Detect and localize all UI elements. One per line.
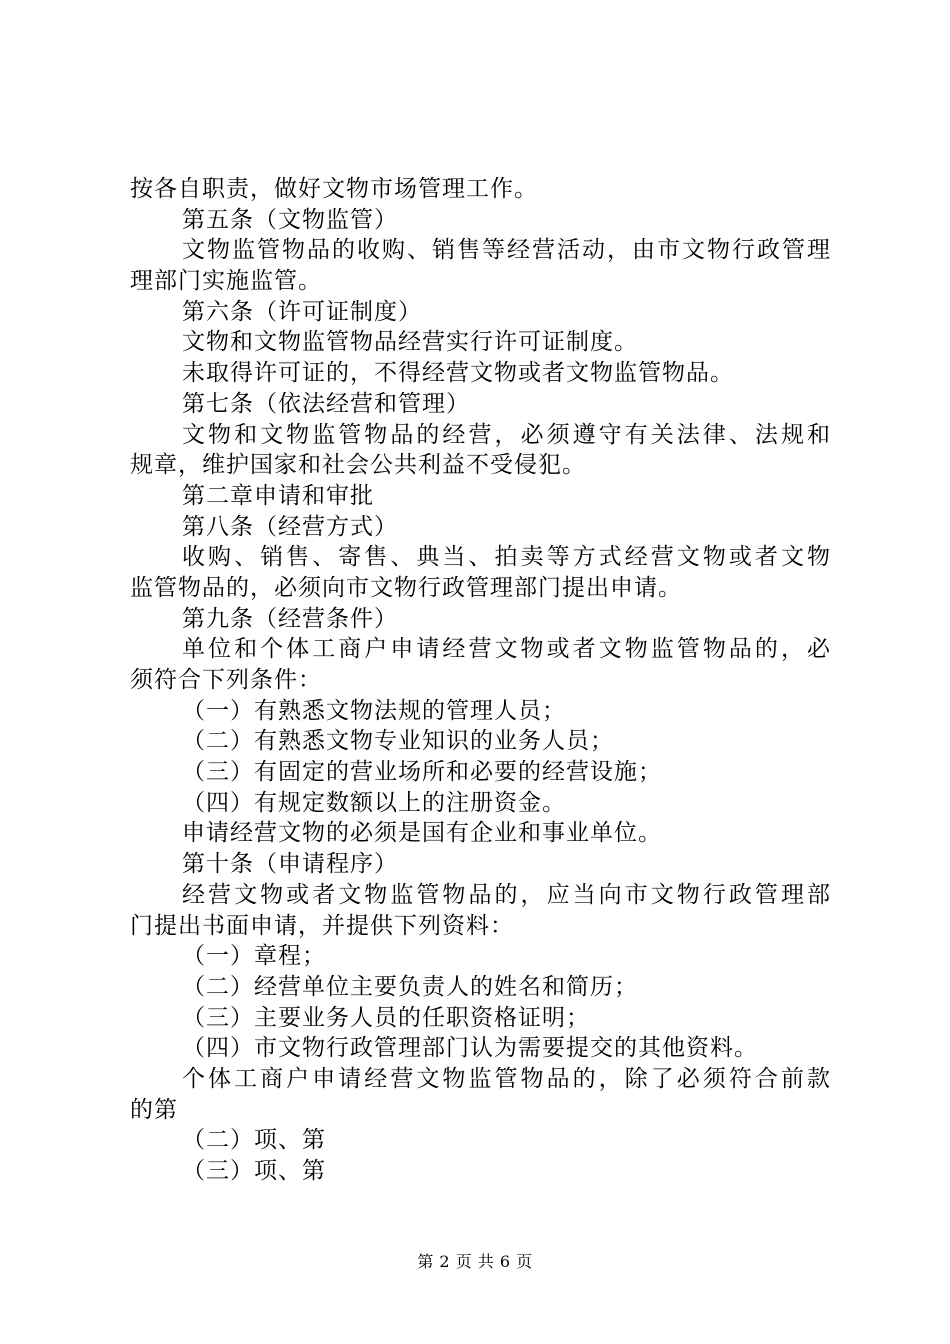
text-line: 经营文物或者文物监管物品的，应当向市文物行政管理部 [182, 881, 830, 908]
chapter-heading: 第二章申请和审批 [182, 482, 374, 509]
text-line: 理部门实施监管。 [130, 268, 322, 295]
list-item: （四）有规定数额以上的注册资金。 [182, 789, 566, 816]
text-line: 监管物品的，必须向市文物行政管理部门提出申请。 [130, 574, 682, 601]
article-heading: 第八条（经营方式） [182, 513, 398, 540]
text-line: 的第 [130, 1096, 178, 1123]
text-line: 个体工商户申请经营文物监管物品的，除了必须符合前款 [182, 1065, 830, 1092]
article-heading: 第七条（依法经营和管理） [182, 390, 470, 417]
list-item: （二）项、第 [182, 1127, 326, 1154]
text-line: 申请经营文物的必须是国有企业和事业单位。 [182, 820, 662, 847]
text-line: 单位和个体工商户申请经营文物或者文物监管物品的，必 [182, 636, 830, 663]
text-line: 收购、销售、寄售、典当、拍卖等方式经营文物或者文物 [182, 544, 830, 571]
text-line: 文物和文物监管物品经营实行许可证制度。 [182, 329, 638, 356]
text-line: 门提出书面申请，并提供下列资料： [130, 912, 514, 939]
text-line: 文物和文物监管物品的经营，必须遵守有关法律、法规和 [182, 421, 830, 448]
list-item: （三）主要业务人员的任职资格证明； [182, 1004, 590, 1031]
list-item: （三）有固定的营业场所和必要的经营设施； [182, 759, 662, 786]
document-body [130, 174, 830, 1187]
text-line: 未取得许可证的，不得经营文物或者文物监管物品。 [182, 360, 734, 387]
article-heading: 第六条（许可证制度） [182, 298, 422, 325]
text-line: 规章，维护国家和社会公共利益不受侵犯。 [130, 452, 586, 479]
text-line: 按各自职责，做好文物市场管理工作。 [130, 176, 538, 202]
list-item: （一）章程； [182, 943, 326, 970]
article-heading: 第十条（申请程序） [182, 851, 398, 878]
text-line: 文物监管物品的收购、销售等经营活动，由市文物行政管理 [182, 237, 830, 264]
list-item: （二）有熟悉文物专业知识的业务人员； [182, 728, 614, 755]
list-item: （四）市文物行政管理部门认为需要提交的其他资料。 [182, 1035, 758, 1062]
list-item: （一）有熟悉文物法规的管理人员； [182, 697, 566, 724]
page-number-footer: 第 2 页 共 6 页 [417, 1252, 533, 1271]
list-item: （二）经营单位主要负责人的姓名和简历； [182, 973, 638, 1000]
list-item: （三）项、第 [182, 1158, 326, 1184]
article-heading: 第五条（文物监管） [182, 206, 398, 233]
article-heading: 第九条（经营条件） [182, 605, 398, 632]
text-line: 须符合下列条件： [130, 667, 322, 693]
